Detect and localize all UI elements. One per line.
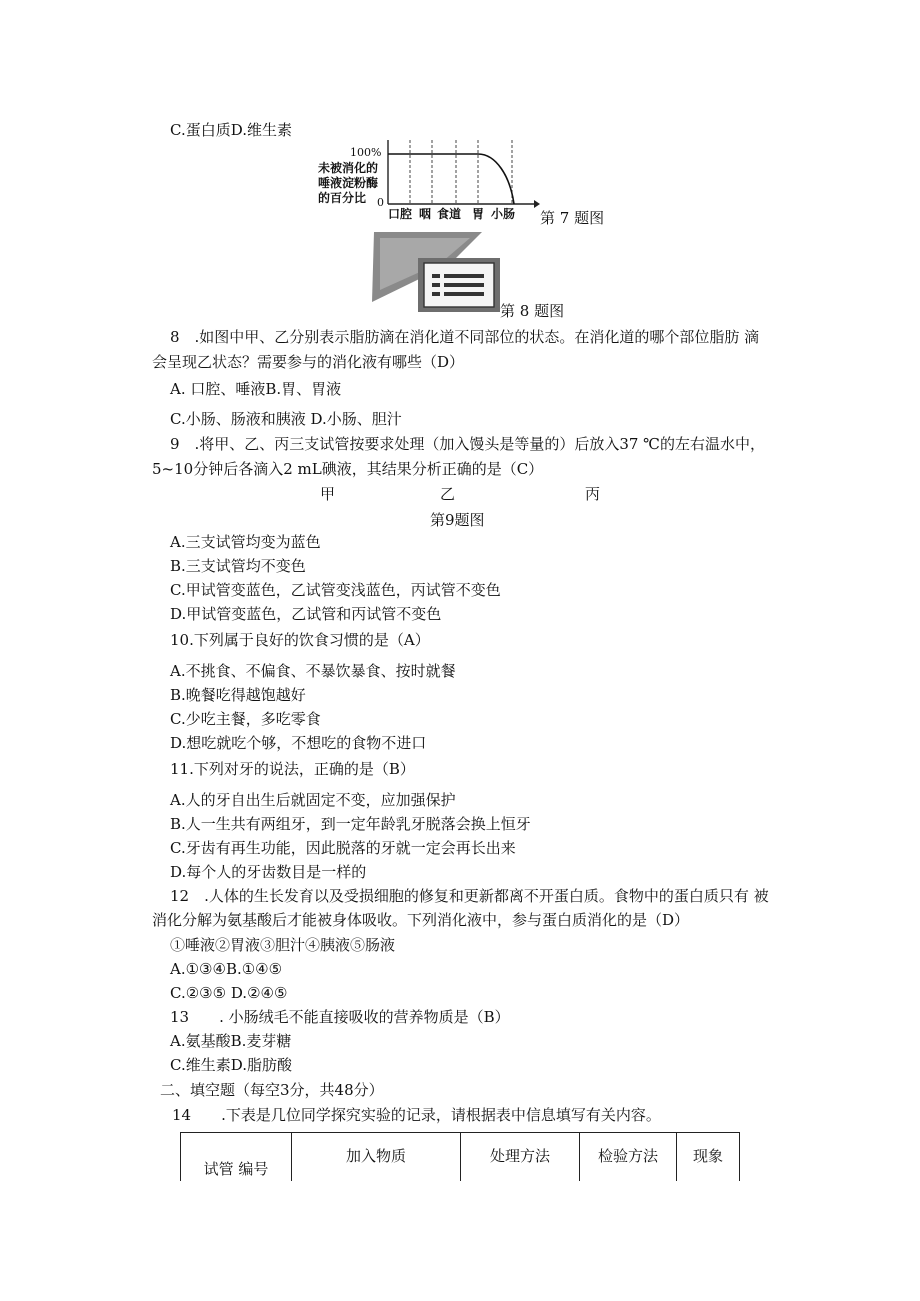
q11-stem: 11.下列对牙的说法，正确的是（B） xyxy=(170,760,415,778)
q8-line-2: 会呈现乙状态？需要参与的消化液有哪些（D） xyxy=(152,353,465,371)
fig7-y-zero: 0 xyxy=(377,196,384,209)
th-added-substance xyxy=(292,1133,461,1182)
q8-options-ab: A. 口腔、唾液B.胃、胃液 xyxy=(170,380,342,398)
fig8-graphic xyxy=(370,230,510,316)
th-phenomenon xyxy=(677,1133,740,1182)
fig7-x-label-1: 咽 xyxy=(419,207,432,221)
fig7-caption: 第 7 题图 xyxy=(540,209,605,227)
th-treatment-method xyxy=(461,1133,580,1182)
q8-options-cd: C.小肠、肠液和胰液 D.小肠、胆汁 xyxy=(170,410,402,428)
th-treatment-method-label: 处理方法 xyxy=(489,1147,550,1165)
q12-line-1: 12 .人体的生长发育以及受损细胞的修复和更新都离不开蛋白质。食物中的蛋白质只有 被 xyxy=(170,887,769,905)
q11-option-a: A.人的牙自出生后就固定不变，应加强保护 xyxy=(170,791,456,809)
tube-label-yi: 乙 xyxy=(440,485,456,503)
fig7-x-label-0: 口腔 xyxy=(388,207,413,221)
q8-line-1: 8 .如图中甲、乙分别表示脂肪滴在消化道不同部位的状态。在消化道的哪个部位脂肪 滴 xyxy=(170,328,760,346)
th-tube-number-label: 试管 编号 xyxy=(203,1160,269,1178)
fig7-ylabel-3: 的百分比 xyxy=(318,191,367,205)
q9-line-2: 5~10分钟后各滴入2 mL碘液，其结果分析正确的是（C） xyxy=(152,460,544,478)
q9-option-c: C.甲试管变蓝色，乙试管变浅蓝色，丙试管不变色 xyxy=(170,581,501,599)
fig7-plot xyxy=(380,136,540,212)
th-phenomenon-label: 现象 xyxy=(692,1147,723,1165)
table-header-row xyxy=(181,1133,740,1182)
q13-stem: 13 . 小肠绒毛不能直接吸收的营养物质是（B） xyxy=(170,1008,510,1026)
q7-options-cd: C.蛋白质D.维生素 xyxy=(170,121,292,139)
fig7-x-label-4: 小肠 xyxy=(491,207,516,221)
q11-option-c: C.牙齿有再生功能，因此脱落的牙就一定会再长出来 xyxy=(170,839,516,857)
q10-stem: 10.下列属于良好的饮食习惯的是（A） xyxy=(170,631,430,649)
th-added-substance-label: 加入物质 xyxy=(345,1147,406,1165)
tube-label-bing: 丙 xyxy=(585,485,601,503)
section-2-heading: 二、填空题（每空3分，共48分） xyxy=(160,1081,384,1099)
fig7-ylabel-1: 未被消化的 xyxy=(318,161,379,175)
th-test-method-label: 检验方法 xyxy=(597,1147,658,1165)
q9-option-b: B.三支试管均不变色 xyxy=(170,557,306,575)
fig7-x-label-2: 食道 xyxy=(437,207,462,221)
q9-option-a: A.三支试管均变为蓝色 xyxy=(170,533,321,551)
q13-options-ab: A.氨基酸B.麦芽糖 xyxy=(170,1032,292,1050)
q11-option-b: B.人一生共有两组牙，到一定年龄乳牙脱落会换上恒牙 xyxy=(170,815,531,833)
q14-table xyxy=(180,1132,740,1181)
fig7-x-label-3: 胃 xyxy=(472,207,485,221)
q10-option-b: B.晚餐吃得越饱越好 xyxy=(170,686,306,704)
fig9-caption: 第9题图 xyxy=(430,511,485,529)
q10-option-a: A.不挑食、不偏食、不暴饮暴食、按时就餐 xyxy=(170,662,456,680)
fig7-y-top: 100% xyxy=(350,146,382,159)
tube-label-jia: 甲 xyxy=(320,485,336,503)
th-tube-number xyxy=(181,1133,292,1182)
q9-option-d: D.甲试管变蓝色，乙试管和丙试管不变色 xyxy=(170,605,442,623)
th-test-method xyxy=(580,1133,677,1182)
q14-stem: 14 .下表是几位同学探究实验的记录，请根据表中信息填写有关内容。 xyxy=(172,1106,661,1124)
q10-option-d: D.想吃就吃个够，不想吃的食物不进口 xyxy=(170,734,427,752)
fig7-ylabel-2: 唾液淀粉酶 xyxy=(318,176,379,190)
q12-items: ①唾液②胃液③胆汁④胰液⑤肠液 xyxy=(170,936,396,954)
fig8-caption: 第 8 题图 xyxy=(500,302,565,320)
q12-options-ab: A.①③④B.①④⑤ xyxy=(170,960,283,978)
q12-options-cd: C.②③⑤ D.②④⑤ xyxy=(170,984,288,1002)
q12-line-2: 消化分解为氨基酸后才能被身体吸收。下列消化液中，参与蛋白质消化的是（D） xyxy=(152,911,690,929)
q11-option-d: D.每个人的牙齿数目是一样的 xyxy=(170,863,367,881)
q9-line-1: 9 .将甲、乙、丙三支试管按要求处理（加入馒头是等量的）后放入37 ℃的左右温水中， xyxy=(170,435,765,453)
q13-options-cd: C.维生素D.脂肪酸 xyxy=(170,1056,292,1074)
q10-option-c: C.少吃主餐，多吃零食 xyxy=(170,710,321,728)
